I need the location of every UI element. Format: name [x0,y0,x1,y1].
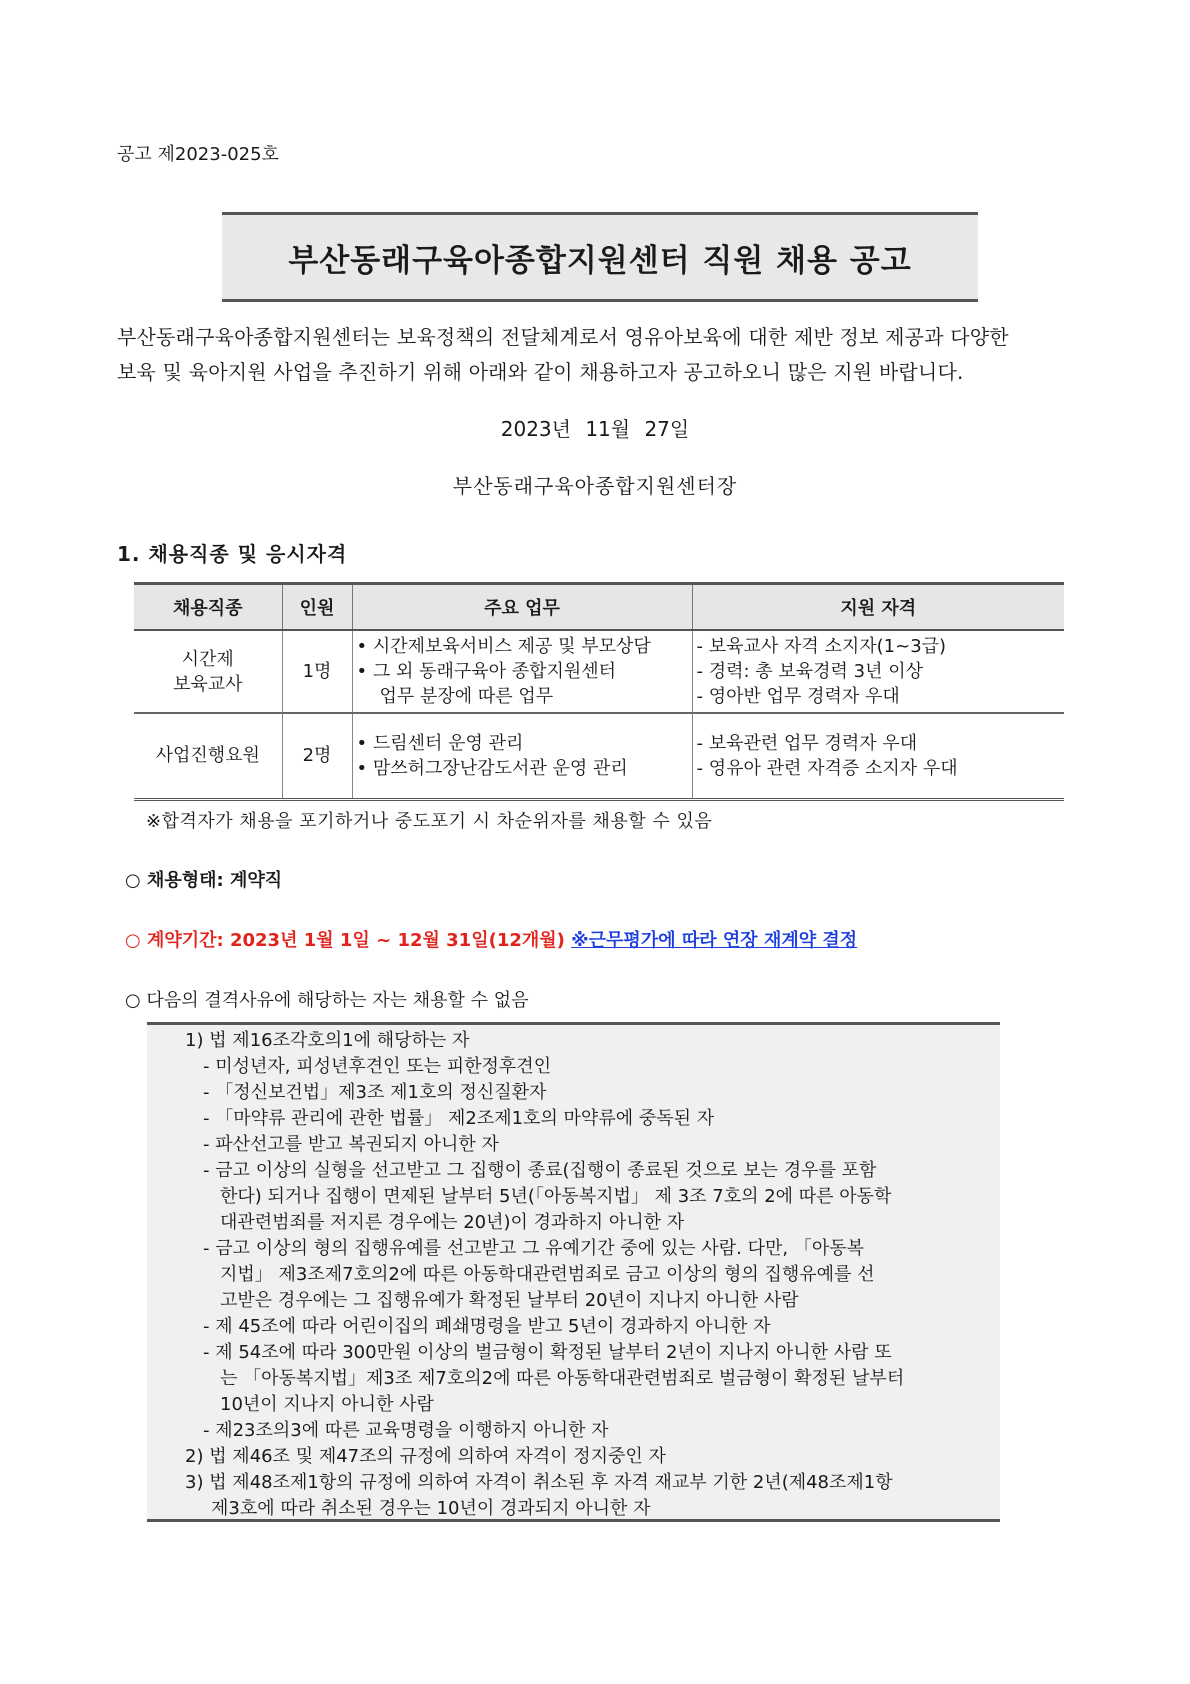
qualification-item: - 영아반 업무 경력자 우대 [696,686,900,707]
intro-paragraph [117,320,1087,390]
disqualification-item: - 금고 이상의 실형을 선고받고 그 집행이 종료(집행이 종료된 것으로 보는 경우를 포함 [203,1160,877,1181]
header-headcount: 인원 [282,584,352,631]
qualification-item: - 영유아 관련 자격증 소지자 우대 [696,757,958,779]
disqualification-item: - 「정신보건법」제3조 제1호의 정신질환자 [203,1082,547,1103]
disqualification-item: - 미성년자, 피성년후견인 또는 피한정후견인 [203,1056,552,1077]
disqualification-item: - 제23조의3에 따른 교육명령을 이행하지 아니한 자 [203,1420,609,1441]
disqualification-item: 고받은 경우에는 그 집행유예가 확정된 날부터 20년이 지나지 아니한 사람 [220,1290,799,1311]
duty-item: 업무 분장에 따른 업무 [379,686,554,707]
disqualification-item: 3) 법 제48조제1항의 규정에 의하여 자격이 취소된 후 자격 재교부 기한 2년(제48조제1항 [185,1472,893,1493]
page-title: 부산동래구육아종합지원센터 직원 채용 공고 [288,242,912,279]
disqualification-item: 지법」 제3조제7호의2에 따른 아동학대관련범죄로 금고 이상의 형의 집행유예를 선 [220,1264,875,1285]
disqualification-item: - 「마약류 관리에 관한 법률」 제2조제1호의 마약류에 중독된 자 [203,1108,715,1129]
announcement-date: 2023년 11월 27일 [500,417,690,441]
intro-line: 부산동래구육아종합지원센터는 보육정책의 전달체계로서 영유아보육에 대한 제반 정보 제공과 다양한 [117,325,1009,349]
disqualification-item: 10년이 지나지 아니한 사람 [220,1394,434,1415]
job-table [134,582,1064,801]
qualification-item: - 보육관련 업무 경력자 우대 [696,732,918,754]
organization-head: 부산동래구육아종합지원센터장 [452,474,738,498]
disqualification-item: 2) 법 제46조 및 제47조의 규정에 의하여 자격이 정지중인 자 [185,1446,666,1467]
disqualification-item: - 제 54조에 따라 300만원 이상의 벌금형이 확정된 날부터 2년이 지나지 아니한 사람 또 [203,1342,892,1363]
duty-item: • 시간제보육서비스 제공 및 부모상담 [356,636,651,657]
table-row [134,713,1064,799]
disqualification-item: 는 「아동복지법」제3조 제7호의2에 따른 아동학대관련범죄로 벌금형이 확정된 날부터 [220,1368,905,1389]
duties-cell [352,630,692,713]
job-type-cell [134,713,282,799]
contract-period: ○ 계약기간: 2023년 1월 1일 ~ 12월 31일(12개월) [125,930,565,951]
duty-item: • 드림센터 운영 관리 [356,732,524,754]
employment-type: ○ 채용형태: 계약직 [125,870,283,891]
table-note: ※합격자가 채용을 포기하거나 중도포기 시 차순위자를 채용할 수 있음 [146,811,713,832]
job-type-line: 사업진행요원 [155,745,260,767]
section-heading: 1. 채용직종 및 응시자격 [117,542,348,566]
duty-item: • 그 외 동래구육아 종합지원센터 [356,661,617,682]
disqualification-title: ○ 다음의 결격사유에 해당하는 자는 채용할 수 없음 [125,990,529,1011]
table-row [134,630,1064,713]
qualification-item: - 보육교사 자격 소지자(1~3급) [696,636,947,657]
job-type-cell [134,630,282,713]
disqualification-item: - 파산선고를 받고 복권되지 아니한 자 [203,1134,499,1155]
job-type-line: 시간제 [181,648,234,670]
contract-period-line [125,926,857,952]
table-header-row [134,584,1064,631]
disqualification-item: 대관련범죄를 저지른 경우에는 20년)이 경과하지 아니한 자 [220,1212,685,1233]
page-title-box [222,212,978,302]
contract-renewal-note: ※근무평가에 따라 연장 재계약 결정 [571,930,858,951]
headcount-cell: 2명 [282,713,352,799]
disqualification-item: - 금고 이상의 형의 집행유예를 선고받고 그 유예기간 중에 있는 사람. 다만, 「아동복 [203,1238,865,1259]
job-type-line: 보육교사 [172,673,243,695]
qualifications-cell [692,713,1064,799]
header-qualifications: 지원 자격 [692,584,1064,631]
duties-cell [352,713,692,799]
disqualification-item: 한다) 되거나 집행이 면제된 날부터 5년(「아동복지법」 제 3조 7호의 2에 따른 아동학 [220,1186,892,1207]
qualification-item: - 경력: 총 보육경력 3년 이상 [696,661,923,682]
disqualification-item: 1) 법 제16조각호의1에 해당하는 자 [185,1030,470,1051]
disqualification-item: 제3호에 따라 취소된 경우는 10년이 경과되지 아니한 자 [211,1498,651,1519]
disqualification-box [147,1022,1000,1522]
notice-number: 공고 제2023-025호 [117,144,279,165]
disqualification-item: - 제 45조에 따라 어린이집의 폐쇄명령을 받고 5년이 경과하지 아니한 자 [203,1316,771,1337]
headcount-cell: 1명 [282,630,352,713]
header-duties: 주요 업무 [352,584,692,631]
header-job-type: 채용직종 [134,584,282,631]
duty-item: • 맘쓰허그장난감도서관 운영 관리 [356,757,628,779]
qualifications-cell [692,630,1064,713]
intro-line: 보육 및 육아지원 사업을 추진하기 위해 아래와 같이 채용하고자 공고하오니 많은 지원 바랍니다. [117,360,964,384]
